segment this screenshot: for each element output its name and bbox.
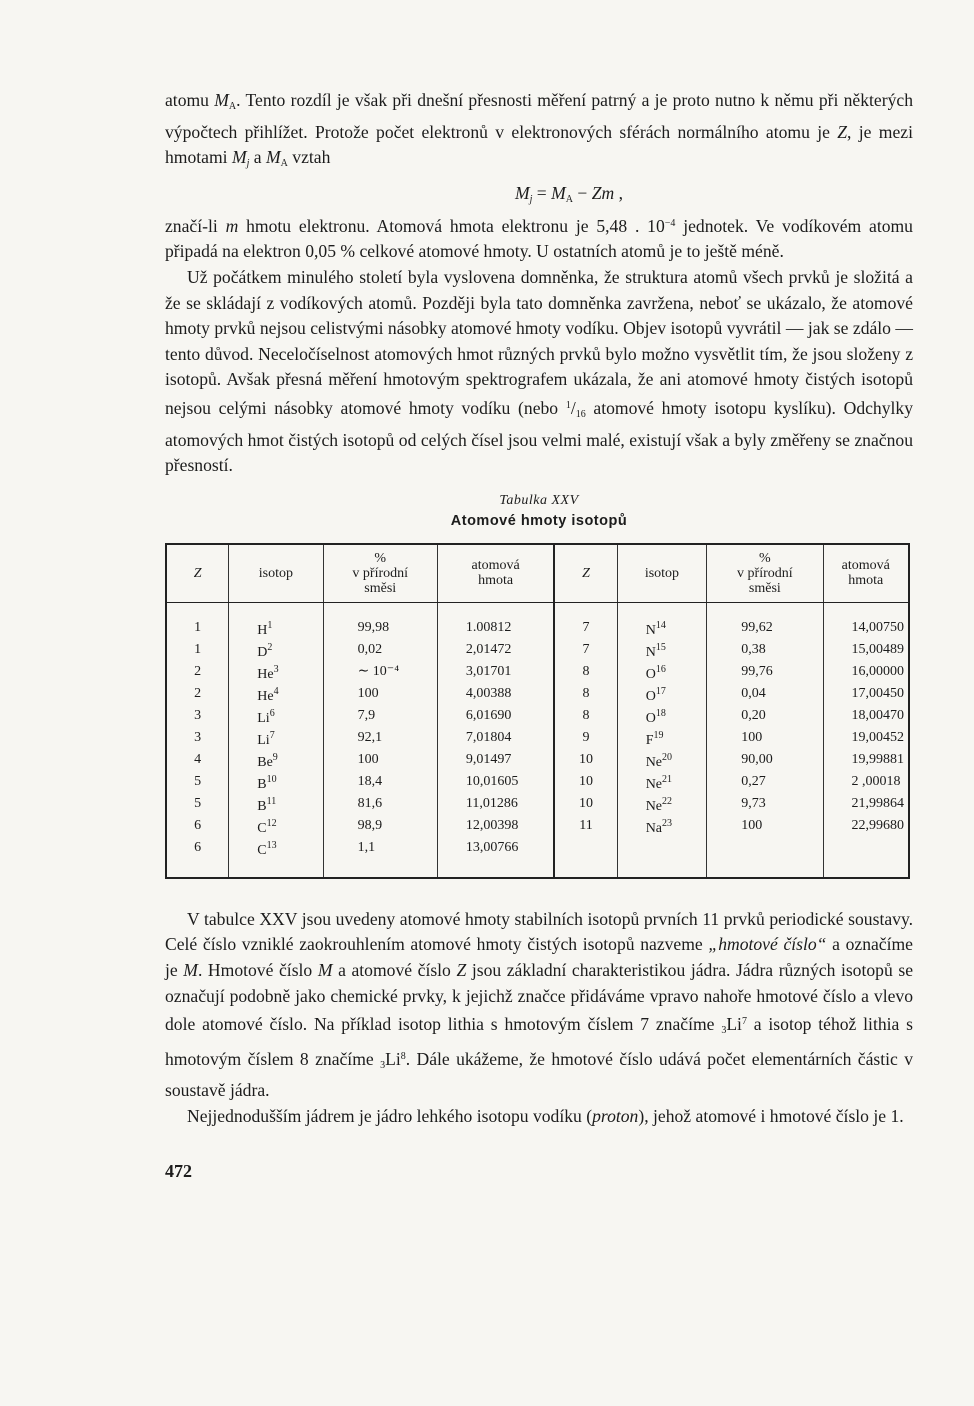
header-percent-2: % v přírodní směsi bbox=[707, 544, 823, 603]
cell-z: 1 bbox=[194, 642, 202, 658]
cell-z: 10 bbox=[554, 749, 617, 771]
header-mass: atomová hmota bbox=[437, 544, 554, 603]
cell-isotope: Ne$^{20}$ bbox=[617, 749, 707, 771]
cell-mass: 19,00452 bbox=[823, 727, 909, 749]
cell-z bbox=[554, 837, 617, 878]
cell-mass: 10,01605 bbox=[437, 771, 554, 793]
cell-mass: 7,01804 bbox=[437, 727, 554, 749]
cell-mass: 2 ,00018 bbox=[823, 771, 909, 793]
cell-mass: 4,00388 bbox=[437, 683, 554, 705]
paragraph-5: Nejjednodušším jádrem je jádro lehkého isotopu vodíku (proton), jehož atomové i hmotové číslo je 1. bbox=[187, 1105, 904, 1126]
paragraph-3: Už počátkem minulého století byla vyslovena domněnka, že struktura atomů všech prvků je složitá a že se skládají z vodíkových atomů. Později byla tato domněnka zavržena, neboť se ukázalo, že atomové hmoty prvků nejsou celistvými násobky atomové hmoty vodíku. Objev isotopů vyvrátil — jak se zdálo — tento důvod. Neceločíselnost atomových hmot různých prvků bylo možno vysvětlit tím, že jsou složeny z isotopů. Avšak přesná měření hmotovým spektrografem ukázala, že ani atomové hmoty čistých isotopů nejsou celými násobky atomové hmoty vodíku (nebo $^1/_{16}$ atomové hmoty isotopu kyslíku). Odchylky atomových hmot čistých isotopů od celých čísel jsou velmi malé, existují však a byly změřeny se značnou přesností. bbox=[165, 266, 913, 476]
cell-z: 2 bbox=[194, 686, 202, 702]
cell-z: 6 bbox=[194, 818, 202, 834]
cell-z: 6 bbox=[194, 840, 202, 856]
cell-mass: 6,01690 bbox=[437, 705, 554, 727]
cell-isotope: $C^{12}$ bbox=[229, 815, 323, 837]
cell-mass bbox=[823, 837, 909, 878]
cell-isotope bbox=[617, 837, 707, 878]
cell-mass: 2,01472 bbox=[437, 639, 554, 661]
header-mass-2: atomová hmota bbox=[823, 544, 909, 603]
cell-z: 5 bbox=[194, 774, 202, 790]
cell-z: 9 bbox=[554, 727, 617, 749]
cell-percent: ∼ 10⁻⁴ bbox=[323, 661, 437, 683]
cell-z: 1 bbox=[194, 620, 202, 636]
cell-mass: 22,99680 bbox=[823, 815, 909, 837]
mass-formula: $M_j = M_A - Zm$ , bbox=[514, 182, 624, 205]
cell-mass: 19,99881 bbox=[823, 749, 909, 771]
cell-percent: 0,38 bbox=[707, 639, 823, 661]
cell-z: 5 bbox=[194, 796, 202, 812]
table-row bbox=[166, 705, 909, 727]
paragraph-1: atomu $M_A$. Tento rozdíl je však při dnešní přesnosti měření patrný a je proto nutno k němu při některých výpočtech přihlížet. Protože počet elektronů v elektronových sférách normálního atomu je Z, je mezi hmotami $M_j$ a $M_A$ vztah bbox=[165, 90, 914, 170]
table-row bbox=[166, 683, 909, 705]
cell-isotope: Ne$^{22}$ bbox=[617, 793, 707, 815]
isotope-table bbox=[165, 543, 910, 879]
cell-mass: 12,00398 bbox=[437, 815, 554, 837]
book-page bbox=[165, 88, 913, 1182]
cell-percent: 99,98 bbox=[323, 602, 437, 639]
header-z: Z bbox=[166, 544, 229, 603]
table-body bbox=[166, 602, 909, 878]
paragraph-2: značí-li m hmotu elektronu. Atomová hmota elektronu je 5,48 . $10^{-4}$ jednotek. Ve vodíkovém atomu připadá na elektron 0,05 % celkové atomové hmoty. U ostatních atomů je to ještě méně. bbox=[165, 215, 913, 262]
table-row bbox=[166, 639, 909, 661]
cell-isotope: He$^3$ bbox=[229, 661, 323, 683]
table-row bbox=[166, 602, 909, 639]
cell-percent: 92,1 bbox=[323, 727, 437, 749]
cell-percent: 81,6 bbox=[323, 793, 437, 815]
cell-mass: 14,00750 bbox=[823, 602, 909, 639]
cell-percent: 0,20 bbox=[707, 705, 823, 727]
header-z-2: Z bbox=[554, 544, 617, 603]
cell-mass: 3,01701 bbox=[437, 661, 554, 683]
cell-isotope: $O^{16}$ bbox=[617, 661, 707, 683]
page-number: 472 bbox=[165, 1161, 192, 1182]
cell-mass: 9,01497 bbox=[437, 749, 554, 771]
paragraph-4: V tabulce XXV jsou uvedeny atomové hmoty stabilních isotopů prvních 11 prvků periodické soustavy. Celé číslo vzniklé zaokrouhlením atomové hmoty čistých isotopů nazveme „hmotové číslo“ a označíme je M. Hmotové číslo M a atomové číslo Z jsou základní charakteristikou jádra. Jádra různých isotopů se označují podobně jako chemické prvky, k jejichž značce přidáváme vpravo nahoře hmotové číslo a vlevo dole atomové číslo. Na příklad isotop lithia s hmotovým číslem 7 značíme $_3Li^7$ a isotop téhož lithia s hmotovým číslem 8 značíme $_3Li^8$. Dále ukážeme, že hmotové číslo udává počet elementárních částic v soustavě jádra. bbox=[165, 908, 914, 1101]
cell-percent: 99,76 bbox=[707, 661, 823, 683]
cell-isotope: $N^{14}$ bbox=[617, 602, 707, 639]
cell-isotope: Li$^7$ bbox=[229, 727, 323, 749]
cell-percent bbox=[707, 837, 823, 878]
cell-mass: 21,99864 bbox=[823, 793, 909, 815]
cell-mass: 17,00450 bbox=[823, 683, 909, 705]
cell-percent: 0,04 bbox=[707, 683, 823, 705]
cell-z: 7 bbox=[554, 602, 617, 639]
cell-percent: 1,1 bbox=[323, 837, 437, 878]
cell-z: 4 bbox=[194, 752, 202, 768]
cell-isotope: $B^{10}$ bbox=[229, 771, 323, 793]
cell-mass: 1.00812 bbox=[437, 602, 554, 639]
cell-z: 8 bbox=[554, 705, 617, 727]
cell-isotope: $B^{11}$ bbox=[229, 793, 323, 815]
header-isotop-2: isotop bbox=[617, 544, 707, 603]
cell-z: 8 bbox=[554, 683, 617, 705]
cell-z: 3 bbox=[194, 708, 202, 724]
cell-percent: 98,9 bbox=[323, 815, 437, 837]
cell-percent: 0,27 bbox=[707, 771, 823, 793]
cell-isotope: Li$^6$ bbox=[229, 705, 323, 727]
cell-z: 2 bbox=[194, 664, 202, 680]
cell-isotope: $H^1$ bbox=[229, 602, 323, 639]
cell-mass: 15,00489 bbox=[823, 639, 909, 661]
cell-percent: 90,00 bbox=[707, 749, 823, 771]
cell-z: 3 bbox=[194, 730, 202, 746]
cell-isotope: $D^2$ bbox=[229, 639, 323, 661]
table-row bbox=[166, 793, 909, 815]
table-row bbox=[166, 771, 909, 793]
cell-isotope: He$^4$ bbox=[229, 683, 323, 705]
cell-percent: 100 bbox=[323, 749, 437, 771]
cell-z: 10 bbox=[554, 771, 617, 793]
cell-z: 10 bbox=[554, 793, 617, 815]
cell-z: 11 bbox=[554, 815, 617, 837]
table-row bbox=[166, 837, 909, 878]
cell-percent: 18,4 bbox=[323, 771, 437, 793]
cell-percent: 99,62 bbox=[707, 602, 823, 639]
cell-isotope: $N^{15}$ bbox=[617, 639, 707, 661]
table-header-row bbox=[166, 544, 909, 603]
cell-isotope: Ne$^{21}$ bbox=[617, 771, 707, 793]
cell-mass: 18,00470 bbox=[823, 705, 909, 727]
cell-percent: 100 bbox=[323, 683, 437, 705]
cell-isotope: Na$^{23}$ bbox=[617, 815, 707, 837]
cell-isotope: $O^{17}$ bbox=[617, 683, 707, 705]
table-row bbox=[166, 727, 909, 749]
header-percent: % v přírodní směsi bbox=[323, 544, 437, 603]
table-title: Atomové hmoty isotopů bbox=[450, 512, 628, 529]
cell-percent: 7,9 bbox=[323, 705, 437, 727]
cell-isotope: $F^{19}$ bbox=[617, 727, 707, 749]
table-row bbox=[166, 815, 909, 837]
table-row bbox=[166, 661, 909, 683]
cell-mass: 16,00000 bbox=[823, 661, 909, 683]
cell-z: 8 bbox=[554, 661, 617, 683]
cell-mass: 13,00766 bbox=[437, 837, 554, 878]
table-row bbox=[166, 749, 909, 771]
cell-isotope: $O^{18}$ bbox=[617, 705, 707, 727]
cell-percent: 100 bbox=[707, 815, 823, 837]
cell-mass: 11,01286 bbox=[437, 793, 554, 815]
cell-percent: 100 bbox=[707, 727, 823, 749]
cell-z: 7 bbox=[554, 639, 617, 661]
table-caption: Tabulka XXV bbox=[499, 492, 579, 508]
cell-percent: 9,73 bbox=[707, 793, 823, 815]
cell-isotope: $C^{13}$ bbox=[229, 837, 323, 878]
cell-isotope: Be$^9$ bbox=[229, 749, 323, 771]
header-isotop: isotop bbox=[229, 544, 323, 603]
cell-percent: 0,02 bbox=[323, 639, 437, 661]
